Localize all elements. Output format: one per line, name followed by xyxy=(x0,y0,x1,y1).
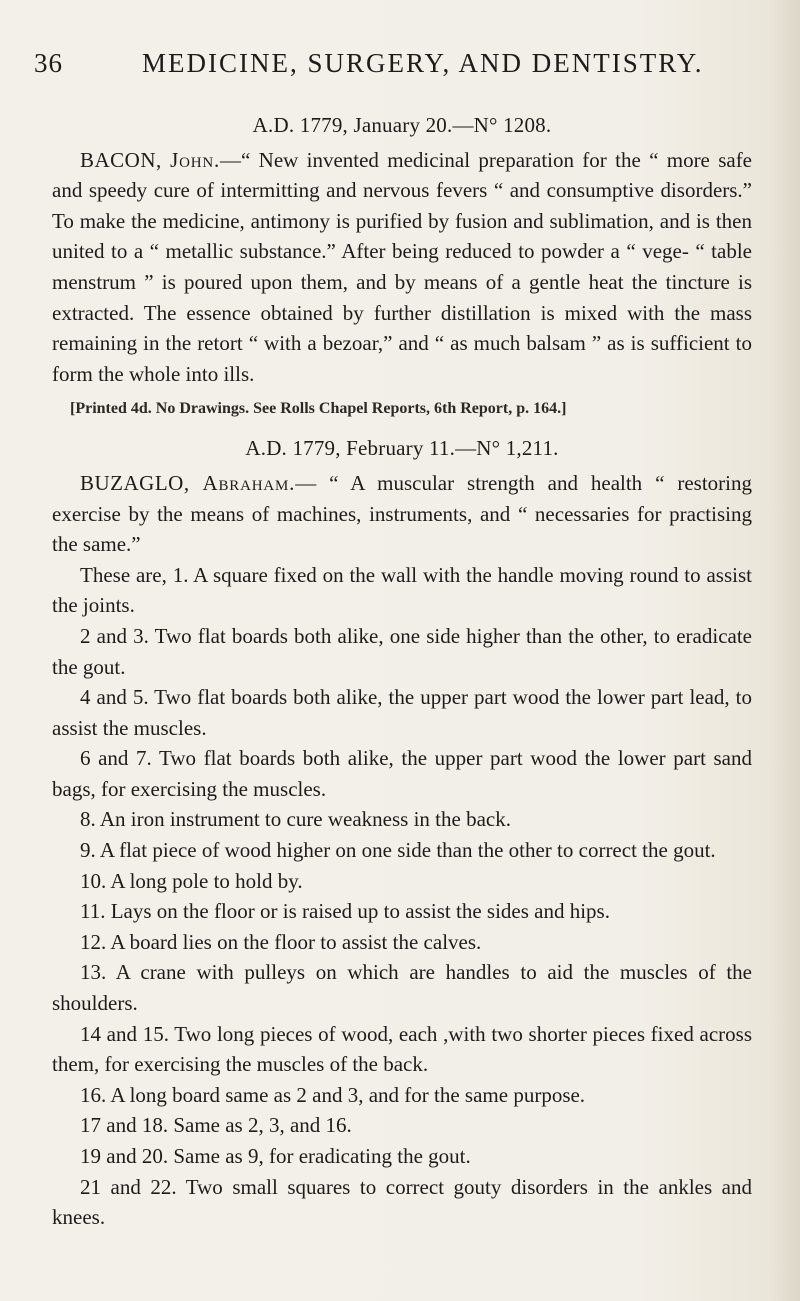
entry-text: — “ A muscular strength and health “ restoring exercise by the means of machines, instruments, and “ necessaries for practising the same.” xyxy=(52,470,753,557)
printed-note: [Printed 4d. No Drawings. See Rolls Chapel Reports, 6th Report, p. 164.] xyxy=(70,400,567,418)
list-item: 21 and 22. Two small squares to correct gouty disorders in the ankles and knees. xyxy=(52,1174,752,1230)
entry-buzaglo xyxy=(52,433,752,1232)
list-item: 17 and 18. Same as 2, 3, and 16. xyxy=(80,1113,352,1138)
entry-surname: BACON, xyxy=(80,147,162,172)
list-item: 10. A long pole to hold by. xyxy=(80,868,303,893)
list-item: 11. Lays on the floor or is raised up to assist the sides and hips. xyxy=(80,899,610,924)
list-item: 8. An iron instrument to cure weakness in the back. xyxy=(80,807,511,832)
list-item: 9. A flat piece of wood higher on one side than the other to correct the gout. xyxy=(80,838,716,863)
entry-heading: A.D. 1779, January 20.—N° 1208. xyxy=(252,113,552,137)
entry-surname: BUZAGLO, xyxy=(80,470,190,495)
entry-body xyxy=(52,468,752,560)
list-item: 4 and 5. Two flat boards both alike, the upper part wood the lower part lead, to assist the muscles. xyxy=(52,685,752,740)
page-number: 36 xyxy=(34,48,63,78)
entry-forename: John. xyxy=(170,147,221,172)
list-item: 14 and 15. Two long pieces of wood, each ,with two shorter pieces fixed across them, for exercising the muscles of the back. xyxy=(52,1021,752,1077)
entry-body xyxy=(52,145,752,390)
list-item: 12. A board lies on the floor to assist the calves. xyxy=(80,929,482,954)
list-item: These are, 1. A square fixed on the wall with the handle moving round to assist the joints. xyxy=(52,562,752,618)
entry-heading: A.D. 1779, February 11.—N° 1,211. xyxy=(245,436,559,461)
list-item: 16. A long board same as 2 and 3, and for the same purpose. xyxy=(80,1082,586,1107)
page-content xyxy=(52,110,752,1233)
running-title: MEDICINE, SURGERY, AND DENTISTRY. xyxy=(142,48,704,78)
entry-text: —“ New invented medicinal preparation for the “ more safe and speedy cure of intermitting and nervous fevers “ and consumptive disorders.” To make the medicine, antimony is purified by fusion and sublimation, and is then united to a “ metallic substance.” After being reduced to powder a “ vege- “ table menstrum ” is poured upon them, and by means of a gentle heat the tincture is extracted. The essence obtained by further distillation is mixed with the mass remaining in the retort “ with a bezoar,” and “ as much balsam ” as is sufficient to form the whole into ills. xyxy=(52,147,753,386)
list-item: 2 and 3. Two flat boards both alike, one side higher than the other, to eradicate the gout. xyxy=(52,623,752,679)
list-item: 19 and 20. Same as 9, for eradicating the gout. xyxy=(80,1144,471,1168)
running-head xyxy=(34,48,740,88)
entry-forename: Abraham. xyxy=(202,470,296,495)
entry-bacon xyxy=(52,110,752,421)
list-item: 6 and 7. Two flat boards both alike, the upper part wood the lower part sand bags, for exercising the muscles. xyxy=(52,746,752,801)
list-item: 13. A crane with pulleys on which are handles to aid the muscles of the shoulders. xyxy=(52,960,752,1016)
